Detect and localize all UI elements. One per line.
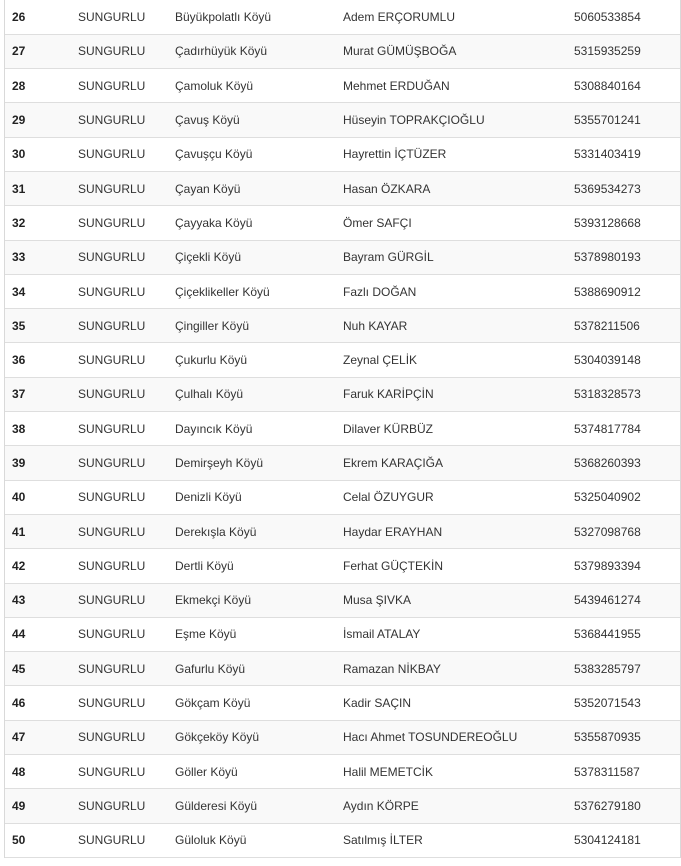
headman-name-cell: Hasan ÖZKARA [343, 171, 574, 205]
phone-number-cell: 5393128668 [574, 206, 680, 240]
district-cell: SUNGURLU [78, 583, 175, 617]
village-cell: Çadırhüyük Köyü [175, 34, 343, 68]
table-row [5, 343, 680, 377]
table-row [5, 480, 680, 514]
row-number: 37 [5, 377, 78, 411]
headman-name-cell: Ömer SAFÇI [343, 206, 574, 240]
village-cell: Çavuşçu Köyü [175, 137, 343, 171]
village-cell: Güloluk Köyü [175, 823, 343, 857]
phone-number-cell: 5304124181 [574, 823, 680, 857]
phone-number-cell: 5439461274 [574, 583, 680, 617]
row-number: 42 [5, 549, 78, 583]
district-cell: SUNGURLU [78, 789, 175, 823]
row-number: 31 [5, 171, 78, 205]
phone-number-cell: 5308840164 [574, 69, 680, 103]
village-cell: Göller Köyü [175, 755, 343, 789]
headman-name-cell: Ferhat GÜÇTEKİN [343, 549, 574, 583]
village-cell: Çiçeklikeller Köyü [175, 274, 343, 308]
district-cell: SUNGURLU [78, 617, 175, 651]
table-row [5, 652, 680, 686]
row-number: 34 [5, 274, 78, 308]
district-cell: SUNGURLU [78, 343, 175, 377]
district-cell: SUNGURLU [78, 377, 175, 411]
table-row [5, 171, 680, 205]
table-row [5, 377, 680, 411]
district-cell: SUNGURLU [78, 514, 175, 548]
headman-name-cell: Hüseyin TOPRAKÇIOĞLU [343, 103, 574, 137]
row-number: 47 [5, 720, 78, 754]
row-number: 30 [5, 137, 78, 171]
muhtar-table [5, 0, 680, 858]
row-number: 46 [5, 686, 78, 720]
table-row [5, 69, 680, 103]
district-cell: SUNGURLU [78, 103, 175, 137]
village-cell: Çayan Köyü [175, 171, 343, 205]
table-row [5, 823, 680, 857]
phone-number-cell: 5379893394 [574, 549, 680, 583]
headman-name-cell: Musa ŞIVKA [343, 583, 574, 617]
table-row [5, 755, 680, 789]
table-row [5, 514, 680, 548]
village-cell: Denizli Köyü [175, 480, 343, 514]
row-number: 29 [5, 103, 78, 137]
village-cell: Çamoluk Köyü [175, 69, 343, 103]
village-cell: Çingiller Köyü [175, 309, 343, 343]
headman-name-cell: Hayrettin İÇTÜZER [343, 137, 574, 171]
district-cell: SUNGURLU [78, 0, 175, 34]
headman-name-cell: Haydar ERAYHAN [343, 514, 574, 548]
headman-name-cell: Adem ERÇORUMLU [343, 0, 574, 34]
district-cell: SUNGURLU [78, 309, 175, 343]
phone-number-cell: 5368441955 [574, 617, 680, 651]
phone-number-cell: 5378211506 [574, 309, 680, 343]
row-number: 45 [5, 652, 78, 686]
table-row [5, 617, 680, 651]
table-body [5, 0, 680, 857]
district-cell: SUNGURLU [78, 755, 175, 789]
table-row [5, 103, 680, 137]
district-cell: SUNGURLU [78, 686, 175, 720]
muhtar-table-container [4, 0, 681, 858]
row-number: 39 [5, 446, 78, 480]
district-cell: SUNGURLU [78, 720, 175, 754]
table-row [5, 446, 680, 480]
phone-number-cell: 5378980193 [574, 240, 680, 274]
district-cell: SUNGURLU [78, 240, 175, 274]
headman-name-cell: Nuh KAYAR [343, 309, 574, 343]
row-number: 33 [5, 240, 78, 274]
phone-number-cell: 5355870935 [574, 720, 680, 754]
row-number: 32 [5, 206, 78, 240]
row-number: 28 [5, 69, 78, 103]
headman-name-cell: Hacı Ahmet TOSUNDEREOĞLU [343, 720, 574, 754]
phone-number-cell: 5327098768 [574, 514, 680, 548]
district-cell: SUNGURLU [78, 137, 175, 171]
phone-number-cell: 5368260393 [574, 446, 680, 480]
row-number: 41 [5, 514, 78, 548]
district-cell: SUNGURLU [78, 69, 175, 103]
headman-name-cell: Fazlı DOĞAN [343, 274, 574, 308]
table-row [5, 0, 680, 34]
row-number: 48 [5, 755, 78, 789]
table-row [5, 206, 680, 240]
district-cell: SUNGURLU [78, 652, 175, 686]
phone-number-cell: 5352071543 [574, 686, 680, 720]
table-row [5, 274, 680, 308]
district-cell: SUNGURLU [78, 446, 175, 480]
headman-name-cell: Bayram GÜRGİL [343, 240, 574, 274]
district-cell: SUNGURLU [78, 206, 175, 240]
phone-number-cell: 5374817784 [574, 412, 680, 446]
headman-name-cell: Faruk KARİPÇİN [343, 377, 574, 411]
village-cell: Derekışla Köyü [175, 514, 343, 548]
table-row [5, 686, 680, 720]
headman-name-cell: Mehmet ERDUĞAN [343, 69, 574, 103]
row-number: 50 [5, 823, 78, 857]
table-row [5, 34, 680, 68]
headman-name-cell: Halil MEMETCİK [343, 755, 574, 789]
phone-number-cell: 5331403419 [574, 137, 680, 171]
phone-number-cell: 5383285797 [574, 652, 680, 686]
table-row [5, 309, 680, 343]
phone-number-cell: 5318328573 [574, 377, 680, 411]
table-row [5, 583, 680, 617]
district-cell: SUNGURLU [78, 171, 175, 205]
table-row [5, 789, 680, 823]
district-cell: SUNGURLU [78, 823, 175, 857]
village-cell: Çulhalı Köyü [175, 377, 343, 411]
village-cell: Demirşeyh Köyü [175, 446, 343, 480]
village-cell: Gülderesi Köyü [175, 789, 343, 823]
village-cell: Ekmekçi Köyü [175, 583, 343, 617]
village-cell: Çukurlu Köyü [175, 343, 343, 377]
row-number: 35 [5, 309, 78, 343]
headman-name-cell: Aydın KÖRPE [343, 789, 574, 823]
village-cell: Çiçekli Köyü [175, 240, 343, 274]
phone-number-cell: 5369534273 [574, 171, 680, 205]
village-cell: Çayyaka Köyü [175, 206, 343, 240]
headman-name-cell: Ramazan NİKBAY [343, 652, 574, 686]
village-cell: Gökçeköy Köyü [175, 720, 343, 754]
row-number: 49 [5, 789, 78, 823]
district-cell: SUNGURLU [78, 412, 175, 446]
phone-number-cell: 5388690912 [574, 274, 680, 308]
row-number: 44 [5, 617, 78, 651]
table-row [5, 137, 680, 171]
village-cell: Dayıncık Köyü [175, 412, 343, 446]
headman-name-cell: Murat GÜMÜŞBOĞA [343, 34, 574, 68]
headman-name-cell: Zeynal ÇELİK [343, 343, 574, 377]
table-row [5, 549, 680, 583]
phone-number-cell: 5304039148 [574, 343, 680, 377]
village-cell: Gökçam Köyü [175, 686, 343, 720]
row-number: 38 [5, 412, 78, 446]
table-row [5, 240, 680, 274]
row-number: 40 [5, 480, 78, 514]
village-cell: Dertli Köyü [175, 549, 343, 583]
village-cell: Büyükpolatlı Köyü [175, 0, 343, 34]
district-cell: SUNGURLU [78, 480, 175, 514]
phone-number-cell: 5378311587 [574, 755, 680, 789]
phone-number-cell: 5315935259 [574, 34, 680, 68]
headman-name-cell: Ekrem KARAÇIĞA [343, 446, 574, 480]
headman-name-cell: Celal ÖZUYGUR [343, 480, 574, 514]
phone-number-cell: 5060533854 [574, 0, 680, 34]
phone-number-cell: 5325040902 [574, 480, 680, 514]
headman-name-cell: Kadir SAÇIN [343, 686, 574, 720]
row-number: 43 [5, 583, 78, 617]
village-cell: Gafurlu Köyü [175, 652, 343, 686]
village-cell: Çavuş Köyü [175, 103, 343, 137]
village-cell: Eşme Köyü [175, 617, 343, 651]
district-cell: SUNGURLU [78, 34, 175, 68]
district-cell: SUNGURLU [78, 549, 175, 583]
row-number: 27 [5, 34, 78, 68]
district-cell: SUNGURLU [78, 274, 175, 308]
headman-name-cell: İsmail ATALAY [343, 617, 574, 651]
table-row [5, 720, 680, 754]
phone-number-cell: 5376279180 [574, 789, 680, 823]
phone-number-cell: 5355701241 [574, 103, 680, 137]
headman-name-cell: Dilaver KÜRBÜZ [343, 412, 574, 446]
table-row [5, 412, 680, 446]
row-number: 26 [5, 0, 78, 34]
headman-name-cell: Satılmış İLTER [343, 823, 574, 857]
row-number: 36 [5, 343, 78, 377]
